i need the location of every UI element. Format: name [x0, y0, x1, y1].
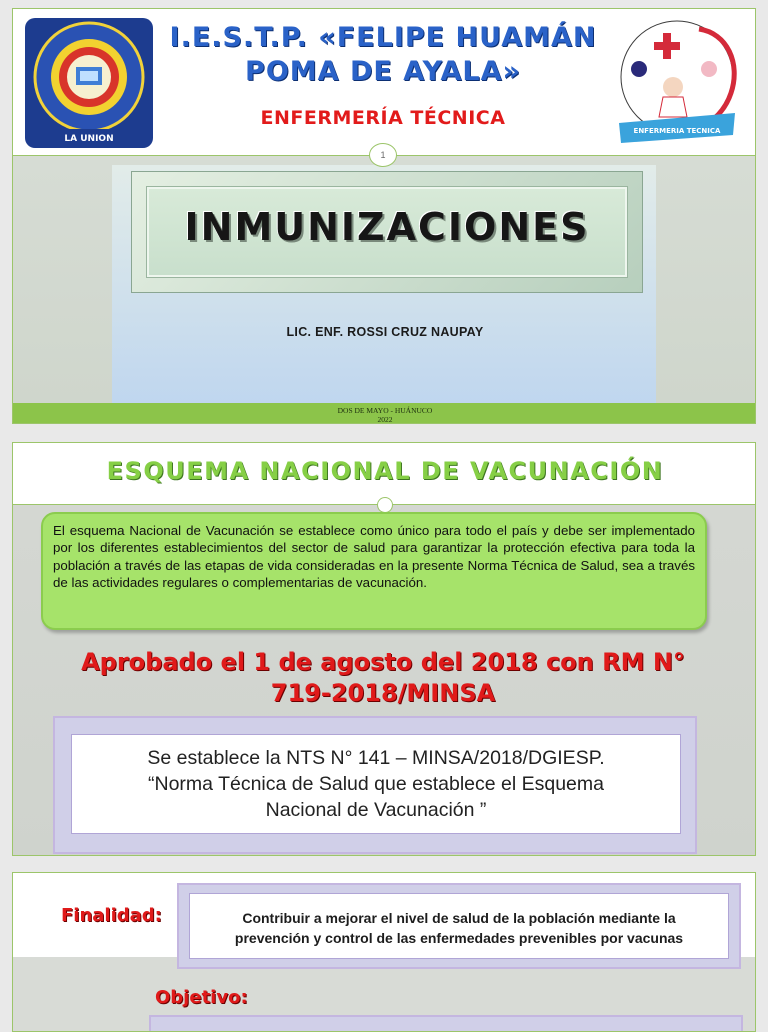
institute-seal-icon	[24, 17, 154, 149]
approval-statement	[53, 647, 713, 709]
presentation-title: INMUNIZACIONES	[184, 205, 590, 249]
slide-title	[12, 8, 756, 424]
approval-line-2: 719-2018/MINSA	[270, 679, 496, 707]
slide-header	[13, 443, 756, 505]
page-number: 1	[369, 143, 397, 167]
slide-heading: ESQUEMA NACIONAL DE VACUNACIÓN	[106, 457, 664, 485]
footer-bar	[13, 403, 756, 424]
footer-place: DOS DE MAYO - HUÁNUCO	[337, 406, 433, 415]
nts-line-1: Se establece la NTS N° 141 – MINSA/2018/DGIESP.	[147, 747, 605, 769]
finalidad-line-1: Contribuir a mejorar el nivel de salud de la población mediante la	[242, 910, 676, 926]
institution-line-2: POMA DE AYALA»	[245, 56, 521, 87]
left-logo-bottom-text: LA UNION	[64, 134, 114, 144]
slide-marker	[377, 497, 393, 513]
objetivo-label: Objetivo:	[155, 987, 248, 1008]
finalidad-frame	[177, 883, 741, 969]
nts-frame	[53, 716, 697, 854]
finalidad-line-2: prevención y control de las enfermedades prevenibles por vacunas	[234, 930, 684, 946]
finalidad-box	[189, 893, 729, 959]
slide-esquema	[12, 442, 756, 856]
author-name: LIC. ENF. ROSSI CRUZ NAUPAY	[286, 325, 484, 339]
approval-line-1: Aprobado el 1 de agosto del 2018 con RM N°	[81, 648, 685, 676]
nts-line-3: Nacional de Vacunación ”	[265, 799, 487, 821]
institution-line-1: I.E.S.T.P. «FELIPE HUAMÁN	[169, 22, 597, 53]
slide-finalidad	[12, 872, 756, 1032]
title-inner	[146, 186, 628, 278]
finalidad-label: Finalidad:	[61, 905, 162, 926]
nts-box	[71, 734, 681, 834]
right-logo-ribbon-text: ENFERMERIA TECNICA	[633, 127, 721, 135]
program-name: ENFERMERÍA TÉCNICA	[260, 107, 506, 129]
nts-line-2: “Norma Técnica de Salud que establece el Esquema	[148, 773, 604, 795]
title-frame	[131, 171, 643, 293]
footer-year: 2022	[377, 415, 393, 424]
institution-name	[163, 21, 603, 89]
description-box: El esquema Nacional de Vacunación se establece como único para todo el país y debe ser implementado por los diferentes establecimientos del sector de salud para garantizar la protección efectiva para toda la población a través de las etapas de vida consideradas en la presente Norma Técnica de Salud, sea a través de las actividades regulares o complementarias de vacunación.	[41, 512, 707, 630]
nursing-emblem-icon	[607, 13, 747, 149]
